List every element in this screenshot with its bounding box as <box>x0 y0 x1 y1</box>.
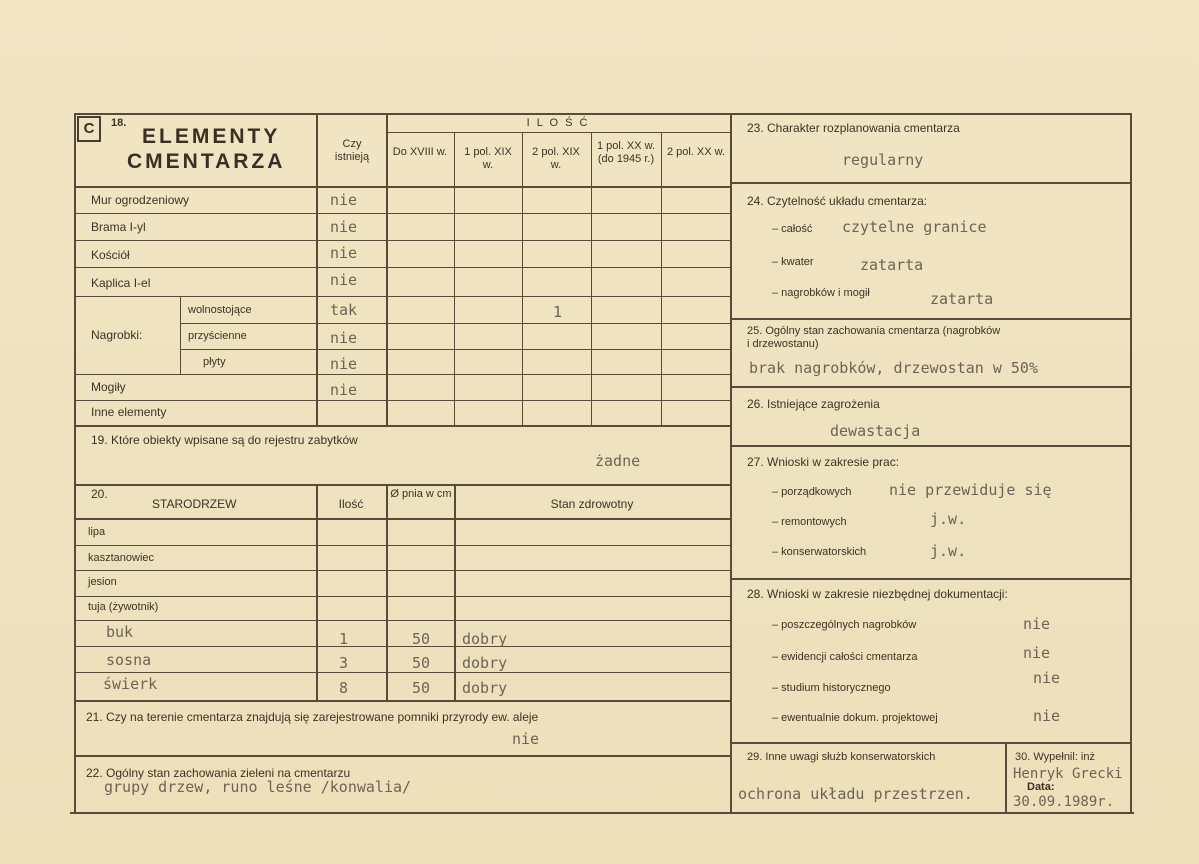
tree-swierk-stan: dobry <box>462 679 508 697</box>
s25-label-1: 25. Ogólny stan zachowania cmentarza (nagrobków <box>747 325 1001 337</box>
s25-label-2: i drzewostanu) <box>747 338 819 350</box>
nagrobki-wolnostojace-2pol-xix: 1 <box>553 303 563 321</box>
s26-label: 26. Istniejące zagrożenia <box>747 397 880 411</box>
s27-porzadkowych-value: nie przewiduje się <box>889 481 1052 499</box>
mogily-value: nie <box>330 381 358 399</box>
nagrobki-plyty-value: nie <box>330 355 358 373</box>
row-value-kaplica: nie <box>330 271 358 289</box>
row-label-brama: Brama I-yl <box>91 220 146 234</box>
nagrobki-przyscienne-label: przyścienne <box>188 330 247 342</box>
inne-elementy-label: Inne elementy <box>91 405 167 419</box>
tree-sosna-name: sosna <box>106 651 152 669</box>
tree-buk-pnia: 50 <box>412 630 431 648</box>
s19-label: 19. Które obiekty wpisane są do rejestru zabytków <box>91 433 358 447</box>
col-1pol-xx: 1 pol. XX w. (do 1945 r.) <box>596 140 656 165</box>
section-letter-box <box>77 116 101 142</box>
nagrobki-przyscienne-value: nie <box>330 329 358 347</box>
col-2pol-xix: 2 pol. XIX w. <box>532 146 580 171</box>
s20-title: STARODRZEW <box>152 497 237 511</box>
tree-jesion: jesion <box>88 576 117 588</box>
row-value-brama: nie <box>330 218 358 236</box>
s28-ewidencji-label: – ewidencji całości cmentarza <box>772 651 918 663</box>
col-czy-istnieja: Czy istnieją <box>334 138 370 163</box>
s20-number: 20. <box>91 487 108 501</box>
s27-konserwatorskich-value: j.w. <box>930 542 967 560</box>
s21-label: 21. Czy na terenie cmentarza znajdują się zarejestrowane pomniki przyrody ew. aleje <box>86 710 539 724</box>
s21-value: nie <box>512 730 540 748</box>
s24-kwater-value: zatarta <box>860 256 924 274</box>
s30-data-label: Data: <box>1027 781 1055 793</box>
row-value-kosciol: nie <box>330 244 358 262</box>
s24-kwater-label: – kwater <box>772 256 814 268</box>
s27-remontowych-label: – remontowych <box>772 516 847 528</box>
s28-nagrobkow-value: nie <box>1023 615 1051 633</box>
tree-kasztanowiec: kasztanowiec <box>88 552 155 564</box>
s24-nagrobkow-label: – nagrobków i mogił <box>772 287 870 299</box>
s28-projektowej-label: – ewentualnie dokum. projektowej <box>772 712 938 724</box>
s20-col-ilosc: Ilość <box>338 497 364 511</box>
s28-ewidencji-value: nie <box>1023 644 1051 662</box>
form-title-line2: CMENTARZA <box>127 150 286 173</box>
row-value-mur: nie <box>330 191 358 209</box>
tree-buk-stan: dobry <box>462 630 508 648</box>
s26-value: dewastacja <box>830 422 921 440</box>
s19-value: żadne <box>595 452 641 470</box>
tree-tuja: tuja (żywotnik) <box>88 601 159 613</box>
s29-value: ochrona układu przestrzen. <box>738 785 973 803</box>
tree-swierk-ilosc: 8 <box>339 679 349 697</box>
s30-date: 30.09.1989r. <box>1013 794 1115 810</box>
s24-nagrobkow-value: zatarta <box>930 290 994 308</box>
s20-col-pnia: Ø pnia w cm <box>390 488 452 500</box>
nagrobki-wolnostojace-label: wolnostojące <box>188 304 252 316</box>
tree-sosna-pnia: 50 <box>412 654 431 672</box>
tree-sosna-stan: dobry <box>462 654 508 672</box>
row-label-kosciol: Kościół <box>91 248 130 262</box>
tree-swierk-pnia: 50 <box>412 679 431 697</box>
s27-konserwatorskich-label: – konserwatorskich <box>772 546 867 558</box>
section-18-number: 18. <box>111 117 127 129</box>
nagrobki-plyty-label: płyty <box>203 356 226 368</box>
col-2pol-xx: 2 pol. XX w. <box>666 146 726 158</box>
s28-studium-value: nie <box>1033 669 1061 687</box>
tree-buk-name: buk <box>106 623 134 641</box>
s22-label: 22. Ogólny stan zachowania zieleni na cmentarzu <box>86 766 351 780</box>
s30-name: Henryk Grecki <box>1013 766 1123 782</box>
s28-studium-label: – studium historycznego <box>772 682 891 694</box>
row-label-mur: Mur ogrodzeniowy <box>91 193 190 207</box>
s23-value: regularny <box>842 151 924 169</box>
s28-projektowej-value: nie <box>1033 707 1061 725</box>
tree-swierk-name: świerk <box>103 675 158 693</box>
s24-label: 24. Czytelność układu cmentarza: <box>747 194 928 208</box>
col-1pol-xix: 1 pol. XIX w. <box>464 146 512 171</box>
tree-lipa: lipa <box>88 526 106 538</box>
col-do-xviii: Do XVIII w. <box>392 146 448 158</box>
s25-value: brak nagrobków, drzewostan w 50% <box>749 359 1038 377</box>
tree-buk-ilosc: 1 <box>339 630 349 648</box>
s29-label: 29. Inne uwagi służb konserwatorskich <box>747 751 936 763</box>
s24-calosc-label: – całość <box>772 223 813 235</box>
row-label-kaplica: Kaplica I-el <box>91 276 151 290</box>
s27-label: 27. Wnioski w zakresie prac: <box>747 455 900 469</box>
tree-sosna-ilosc: 3 <box>339 654 349 672</box>
s20-col-stan: Stan zdrowotny <box>550 497 634 511</box>
s28-label: 28. Wnioski w zakresie niezbędnej dokumentacji: <box>747 587 1008 601</box>
s30-label: 30. Wypełnil: inż <box>1015 751 1095 763</box>
nagrobki-label: Nagrobki: <box>91 328 143 342</box>
s27-porzadkowych-label: – porządkowych <box>772 486 852 498</box>
nagrobki-wolnostojace-value: tak <box>330 301 358 319</box>
form-title-line1: ELEMENTY <box>142 125 281 148</box>
s22-value: grupy drzew, runo leśne /konwalia/ <box>104 778 412 796</box>
section-letter: C <box>83 120 95 137</box>
s24-calosc-value: czytelne granice <box>842 218 987 236</box>
s23-label: 23. Charakter rozplanowania cmentarza <box>747 121 960 135</box>
col-ilosc-header: I L O Ś Ć <box>526 117 590 129</box>
mogily-label: Mogiły <box>91 380 126 394</box>
s28-nagrobkow-label: – poszczególnych nagrobków <box>772 619 917 631</box>
s27-remontowych-value: j.w. <box>930 510 967 528</box>
